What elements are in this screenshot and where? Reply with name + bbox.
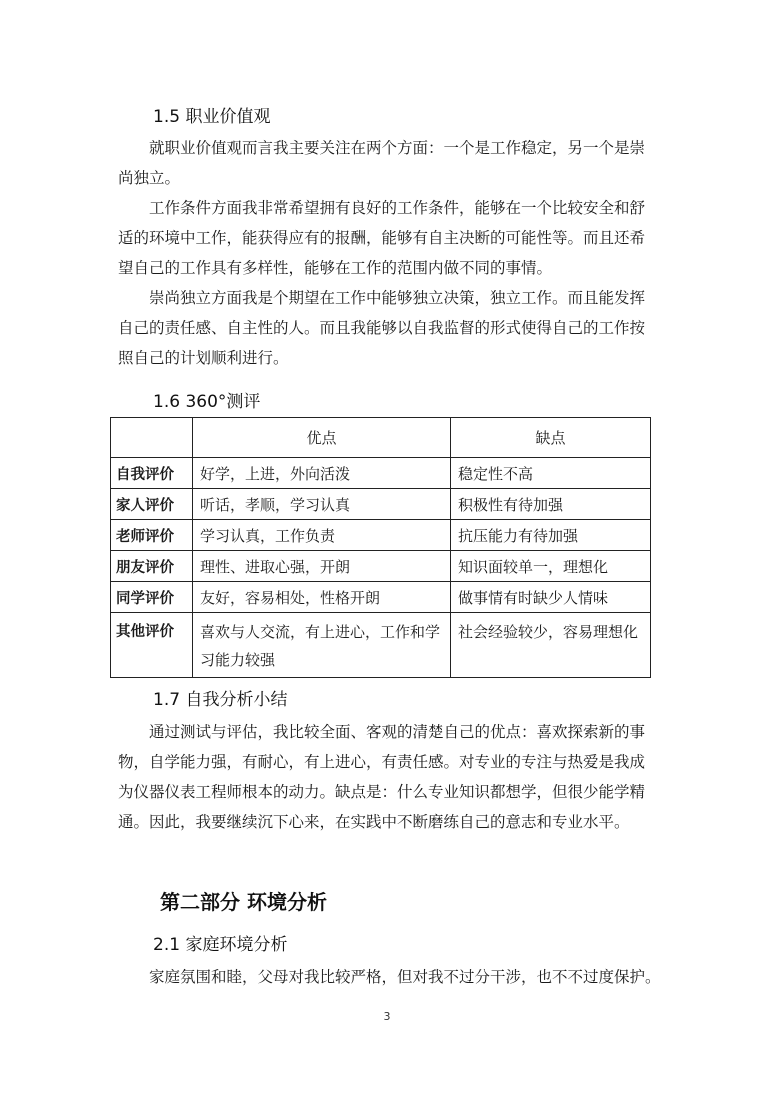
row-label: 家人评价: [111, 489, 193, 520]
cons-cell: 抗压能力有待加强: [451, 520, 651, 551]
cons-cell: 积极性有待加强: [451, 489, 651, 520]
row-label: 同学评价: [111, 582, 193, 613]
pros-cell: 好学，上进，外向活泼: [193, 458, 451, 489]
table-header-cons: 缺点: [451, 418, 651, 458]
paragraph: 通过测试与评估，我比较全面、客观的清楚自己的优点：喜欢探索新的事物，自学能力强，有耐心，有上进心，有责任感。对专业的专注与热爱是我成为仪器仪表工程师根本的动力。缺点是：什么专业知识都想学，但很少能学精通。因此，我要继续沉下心来，在实践中不断磨练自己的意志和专业水平。: [118, 723, 646, 831]
section-1-7-body: [118, 717, 660, 837]
row-label: 朋友评价: [111, 551, 193, 582]
row-label: 其他评价: [111, 613, 193, 678]
table-row: [111, 551, 651, 582]
section-2-1-body: [118, 962, 678, 992]
pros-cell: 理性、进取心强，开朗: [193, 551, 451, 582]
evaluation-table: [110, 417, 651, 678]
section-heading-1-6: 1.6 360°测评: [153, 392, 261, 412]
section-1-5-body: [118, 133, 660, 373]
table-row: [111, 489, 651, 520]
section-heading-1-5: 1.5 职业价值观: [153, 107, 271, 127]
paragraph: 家庭氛围和睦，父母对我比较严格，但对我不过分干涉，也不不过度保护。: [149, 968, 661, 986]
pros-cell: 听话，孝顺，学习认真: [193, 489, 451, 520]
page-number: 3: [383, 1010, 391, 1023]
cons-cell: 社会经验较少，容易理想化: [451, 613, 651, 678]
paragraph: 就职业价值观而言我主要关注在两个方面：一个是工作稳定，另一个是崇尚独立。: [118, 139, 646, 187]
paragraph: 工作条件方面我非常希望拥有良好的工作条件，能够在一个比较安全和舒适的环境中工作，能获得应有的报酬，能够有自主决断的可能性等。而且还希望自己的工作具有多样性，能够在工作的范围内做不同的事情。: [118, 199, 646, 277]
table-row: [111, 520, 651, 551]
section-heading-1-7: 1.7 自我分析小结: [153, 690, 288, 710]
part-heading: 第二部分 环境分析: [160, 890, 327, 914]
pros-cell: 喜欢与人交流，有上进心，工作和学习能力较强: [193, 613, 451, 678]
table-header-pros: 优点: [193, 418, 451, 458]
pros-cell: 友好，容易相处，性格开朗: [193, 582, 451, 613]
row-label: 自我评价: [111, 458, 193, 489]
cons-cell: 知识面较单一，理想化: [451, 551, 651, 582]
cons-cell: 做事情有时缺少人情味: [451, 582, 651, 613]
paragraph: 崇尚独立方面我是个期望在工作中能够独立决策，独立工作。而且能发挥自己的责任感、自主性的人。而且我能够以自我监督的形式使得自己的工作按照自己的计划顺利进行。: [118, 289, 646, 367]
cons-cell: 稳定性不高: [451, 458, 651, 489]
table-row: [111, 613, 651, 678]
table-header-row: [111, 418, 651, 458]
table-row: [111, 582, 651, 613]
pros-cell: 学习认真，工作负责: [193, 520, 451, 551]
section-heading-2-1: 2.1 家庭环境分析: [153, 935, 288, 955]
row-label: 老师评价: [111, 520, 193, 551]
table-header-empty: [111, 418, 193, 458]
table-row: [111, 458, 651, 489]
